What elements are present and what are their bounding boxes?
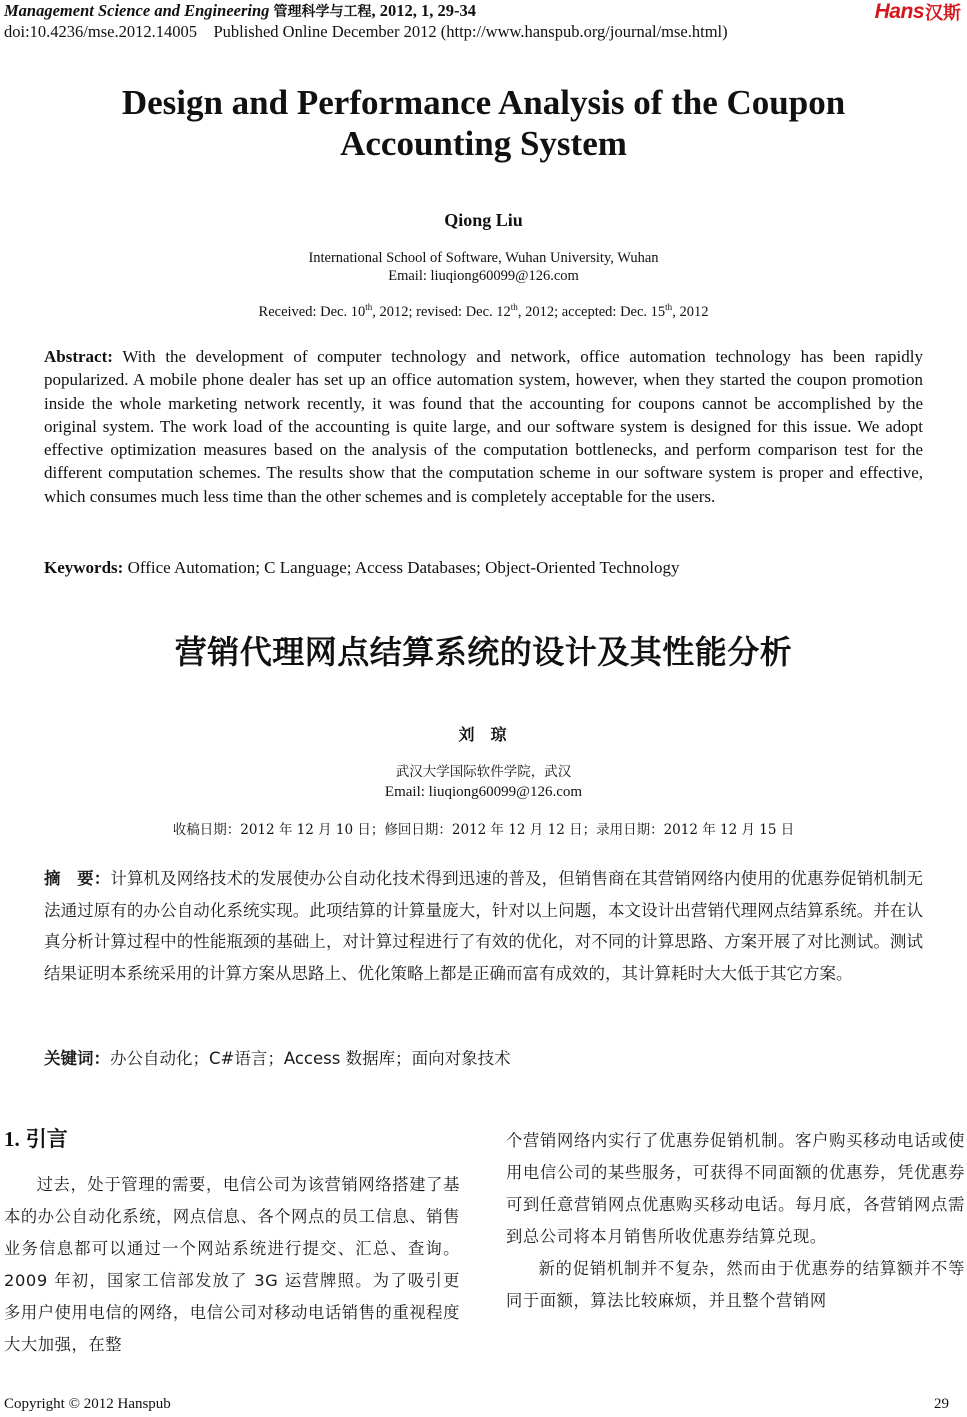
logo-text: Hans xyxy=(874,0,924,23)
keywords-text: Office Automation; C Language; Access Databases; Object-Oriented Technology xyxy=(123,558,680,577)
section-title: 引言 xyxy=(25,1127,68,1151)
email-cn: Email: liuqiong60099@126.com xyxy=(384,784,583,800)
journal-name-cn: 管理科学与工程 xyxy=(273,4,372,20)
section-number: 1. xyxy=(4,1127,20,1151)
author-en: Qiong Liu xyxy=(444,210,523,230)
sup: th xyxy=(510,302,518,312)
abstract-cn xyxy=(44,863,923,989)
paragraph: 个营销网络内实行了优惠券促销机制。客户购买移动电话或使用电信公司的某些服务，可获得不同面额的优惠券，凭优惠券可到任意营销网点优惠购买移动电话。每月底，各营销网点需到总公司将本月销售所收优惠券结算兑现。 xyxy=(506,1131,965,1246)
abstract-label: Abstract: xyxy=(44,347,113,366)
paper-title-en xyxy=(0,82,967,164)
author-cn: 刘琼 xyxy=(458,725,523,744)
date-suffix: , 2012 xyxy=(672,303,709,320)
logo-text-cn: 汉斯 xyxy=(925,3,961,24)
dates-en xyxy=(0,302,967,321)
journal-name: Management Science and Engineering xyxy=(4,1,270,20)
sup: th xyxy=(665,302,673,312)
journal-header xyxy=(4,1,476,22)
keywords-label: Keywords: xyxy=(44,558,124,577)
body-column-left xyxy=(4,1169,460,1361)
affiliation-en xyxy=(0,249,967,285)
keywords-cn-text: 办公自动化；C#语言；Access 数据库；面向对象技术 xyxy=(110,1049,511,1068)
page-number: 29 xyxy=(934,1396,949,1412)
affiliation-cn xyxy=(0,762,967,802)
keywords-cn xyxy=(44,1047,511,1071)
keywords-cn-label: 关键词： xyxy=(44,1049,110,1068)
dates-cn: 收稿日期：2012 年 12 月 10 日；修回日期：2012 年 12 月 12 日；录用日期：2012 年 12 月 15 日 xyxy=(172,822,795,838)
copyright: Copyright © 2012 Hanspub xyxy=(4,1396,171,1412)
accepted-date: , 2012; accepted: Dec. 15 xyxy=(517,303,666,320)
received-date: Received: Dec. 10 xyxy=(258,303,366,320)
title-line-1: Design and Performance Analysis of the Coupon xyxy=(121,83,846,122)
abstract-text: With the development of computer technology and network, office automation technology has been rapidly popularized. A mobile phone dealer has set up an office automation system, however, when they started the coupon promotion inside the whole marketing network recently, it was found that the accounting for coupons cannot be accomplished by the original system. The work load of the accounting is quite large, and our software system is designed for this issue. We adopt effective optimization measures based on the analysis of the computation bottlenecks, and perform comparison test for the different computation schemes. The results show that the computation scheme in our software system is proper and effective, which consumes much less time than the other schemes and is completely acceptable for the users. xyxy=(44,347,923,506)
paragraph: 新的促销机制并不复杂，然而由于优惠券的结算额并不等同于面额，算法比较麻烦，并且整个营销网 xyxy=(506,1259,965,1310)
affiliation-text: International School of Software, Wuhan University, Wuhan xyxy=(308,250,659,266)
abstract-cn-label: 摘 要： xyxy=(44,869,111,888)
abstract-en xyxy=(44,345,923,508)
section-heading xyxy=(4,1123,68,1153)
email-en: Email: liuqiong60099@126.com xyxy=(388,268,579,284)
keywords-en xyxy=(44,556,923,579)
sup: th xyxy=(365,302,373,312)
paper-title-cn: 营销代理网点结算系统的设计及其性能分析 xyxy=(174,633,793,671)
affiliation-cn-text: 武汉大学国际软件学院，武汉 xyxy=(395,764,572,780)
doi-line: doi:10.4236/mse.2012.14005 Published Online December 2012 (http://www.hanspub.org/journal/mse.html) xyxy=(4,22,728,41)
revised-date: , 2012; revised: Dec. 12 xyxy=(372,303,511,320)
paragraph: 过去，处于管理的需要，电信公司为该营销网络搭建了基本的办公自动化系统，网点信息、各个网点的员工信息、销售业务信息都可以通过一个网站系统进行提交、汇总、查询。2009 年初，国家工信部发放了 3G 运营牌照。为了吸引更多用户使用电信的网络，电信公司对移动电话销售的重视程度大大加强，在整 xyxy=(4,1175,460,1354)
publisher-logo xyxy=(875,0,961,24)
body-column-right xyxy=(506,1125,965,1317)
volume-info: , 2012, 1, 29-34 xyxy=(371,1,477,20)
abstract-cn-text: 计算机及网络技术的发展使办公自动化技术得到迅速的普及，但销售商在其营销网络内使用的优惠券促销机制无法通过原有的办公自动化系统实现。此项结算的计算量庞大，针对以上问题，本文设计出营销代理网点结算系统。并在认真分析计算过程中的性能瓶颈的基础上，对计算过程进行了有效的优化，对不同的计算思路、方案开展了对比测试。测试结果证明本系统采用的计算方案从思路上、优化策略上都是正确而富有成效的，其计算耗时大大低于其它方案。 xyxy=(44,869,924,983)
title-line-2: Accounting System xyxy=(340,124,627,163)
